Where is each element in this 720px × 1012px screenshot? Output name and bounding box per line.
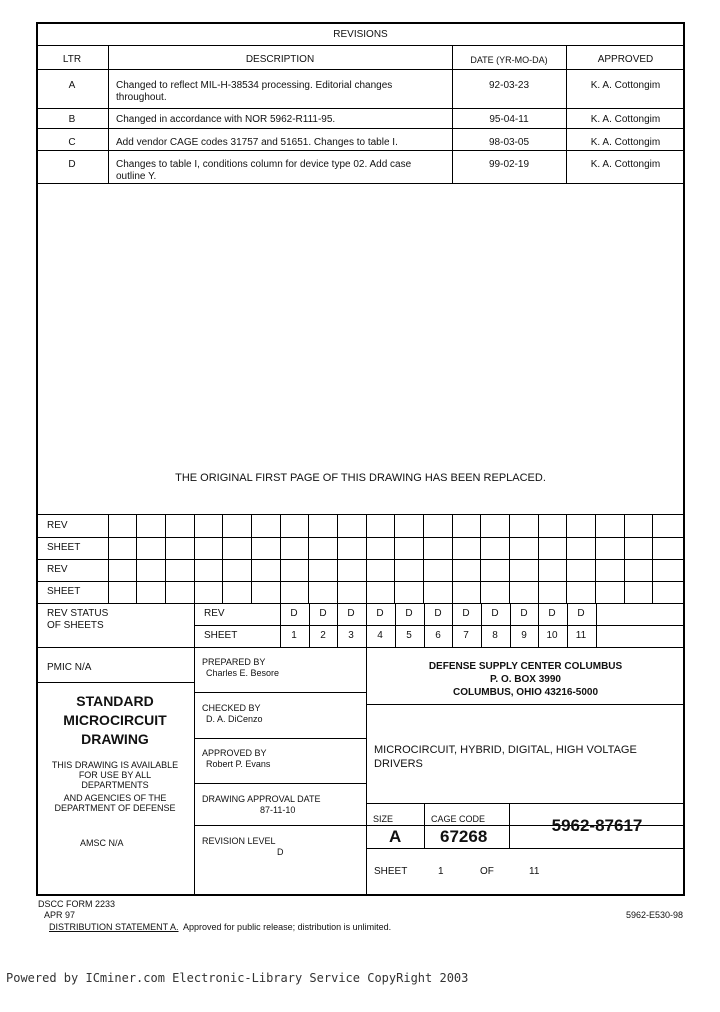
form-date: APR 97 bbox=[44, 910, 76, 920]
col-header-ltr: LTR bbox=[62, 54, 82, 65]
rev-status-cell: D bbox=[347, 608, 355, 619]
rev-row-description-cont: throughout. bbox=[116, 92, 167, 103]
grid-line bbox=[366, 514, 367, 603]
sheet-number-cell: 5 bbox=[406, 630, 412, 641]
rev-status-label: REV STATUS bbox=[47, 608, 109, 619]
rev-status-cell: D bbox=[491, 608, 499, 619]
grid-line bbox=[480, 514, 481, 603]
rev-status-cell: D bbox=[577, 608, 585, 619]
distribution-statement bbox=[49, 922, 391, 932]
sheet-total: 11 bbox=[529, 866, 540, 877]
grid-line bbox=[136, 514, 137, 603]
size-value: A bbox=[389, 827, 402, 846]
grid-line bbox=[595, 514, 596, 603]
approved-by-label: APPROVED BY bbox=[202, 748, 267, 758]
pmic-label: PMIC N/A bbox=[47, 662, 92, 673]
prepared-by-name: Charles E. Besore bbox=[206, 668, 280, 678]
rev-status-cell: D bbox=[319, 608, 327, 619]
availability-line: DEPARTMENTS bbox=[81, 780, 149, 790]
sheet-number-cell: 3 bbox=[348, 630, 354, 641]
revision-level-label: REVISION LEVEL bbox=[202, 836, 276, 846]
rev-status-cell: D bbox=[462, 608, 470, 619]
microcircuit-title: MICROCIRCUIT bbox=[63, 712, 167, 728]
sheet-number-cell: 11 bbox=[575, 630, 587, 641]
rev-row-approved: K. A. Cottongim bbox=[590, 114, 661, 125]
cage-code-label: CAGE CODE bbox=[431, 814, 486, 824]
rev-status-cell: D bbox=[520, 608, 528, 619]
rev-row-approved: K. A. Cottongim bbox=[590, 159, 661, 170]
rev-row-date: 95-04-11 bbox=[489, 114, 529, 125]
checked-by-label: CHECKED BY bbox=[202, 703, 261, 713]
availability-line: THIS DRAWING IS AVAILABLE bbox=[51, 760, 179, 770]
rev-status-cell: D bbox=[405, 608, 413, 619]
rev-row-description: Changed to reflect MIL-H-38534 processing. Editorial changes bbox=[116, 80, 393, 91]
rev-row-ltr: B bbox=[68, 114, 76, 125]
rev-row-description: Add vendor CAGE codes 31757 and 51651. Changes to table I. bbox=[116, 137, 398, 148]
grid-line bbox=[251, 514, 252, 603]
form-number: DSCC FORM 2233 bbox=[38, 899, 116, 909]
sheet-number-cell: 2 bbox=[320, 630, 326, 641]
grid-line bbox=[566, 514, 567, 603]
rev-status-cell: D bbox=[376, 608, 384, 619]
revisions-title: REVISIONS bbox=[333, 29, 388, 40]
checked-by-name: D. A. DiCenzo bbox=[206, 714, 263, 724]
approval-date-label: DRAWING APPROVAL DATE bbox=[202, 794, 321, 804]
col-header-approved: APPROVED bbox=[597, 54, 654, 65]
sheet-label: SHEET bbox=[374, 866, 408, 877]
grid-sheet-label: SHEET bbox=[47, 542, 81, 553]
agency-pobox: P. O. BOX 3990 bbox=[490, 674, 561, 685]
approved-by-name: Robert P. Evans bbox=[206, 759, 271, 769]
of-sheets-label: OF SHEETS bbox=[47, 620, 104, 631]
distribution-label: DISTRIBUTION STATEMENT A. bbox=[49, 922, 179, 932]
standard-title: STANDARD bbox=[76, 693, 154, 709]
grid-line bbox=[165, 514, 166, 603]
rev-status-cell: D bbox=[290, 608, 298, 619]
drawing-number: 5962-87617 bbox=[551, 816, 643, 835]
rev-status-cell: D bbox=[548, 608, 556, 619]
drawing-title: DRAWING bbox=[81, 731, 149, 747]
sheet-number-cell: 1 bbox=[291, 630, 297, 641]
grid-sheet-label: SHEET bbox=[47, 586, 81, 597]
powered-by-watermark: Powered by ICminer.com Electronic-Library Service CopyRight 2003 bbox=[6, 971, 469, 985]
grid-line bbox=[108, 514, 109, 603]
grid-line bbox=[222, 514, 223, 603]
sheet-number-cell: 10 bbox=[546, 630, 558, 641]
agency-city: COLUMBUS, OHIO 43216-5000 bbox=[452, 687, 599, 698]
rev-row-date: 92-03-23 bbox=[488, 80, 530, 91]
cage-code-value: 67268 bbox=[440, 827, 488, 846]
col-header-description: DESCRIPTION bbox=[245, 54, 315, 65]
col-header-date: DATE (YR-MO-DA) bbox=[470, 55, 548, 65]
sheet-number-cell: 4 bbox=[377, 630, 383, 641]
inner-sheet-label: SHEET bbox=[204, 630, 238, 641]
availability-line: DEPARTMENT OF DEFENSE bbox=[54, 803, 176, 813]
rev-row-date: 99-02-19 bbox=[488, 159, 530, 170]
replacement-notice: THE ORIGINAL FIRST PAGE OF THIS DRAWING HAS BEEN REPLACED. bbox=[175, 472, 546, 484]
rev-row-description: Changes to table I, conditions column for device type 02. Add case bbox=[116, 159, 412, 170]
drawing-description: MICROCIRCUIT, HYBRID, DIGITAL, HIGH VOLTAGE bbox=[374, 744, 637, 756]
size-label: SIZE bbox=[373, 814, 394, 824]
approval-date: 87-11-10 bbox=[260, 805, 296, 815]
rev-row-ltr: A bbox=[68, 80, 76, 91]
prepared-by-label: PREPARED BY bbox=[202, 657, 266, 667]
grid-line bbox=[308, 514, 309, 603]
grid-rev-label: REV bbox=[47, 564, 68, 575]
availability-line: AND AGENCIES OF THE bbox=[63, 793, 167, 803]
sheet-number-cell: 6 bbox=[435, 630, 441, 641]
drawing-description-cont: DRIVERS bbox=[374, 758, 423, 770]
grid-line bbox=[596, 603, 597, 647]
grid-line bbox=[624, 514, 625, 603]
sheet-number: 1 bbox=[438, 866, 444, 877]
rev-row-approved: K. A. Cottongim bbox=[590, 80, 661, 91]
grid-line bbox=[394, 514, 395, 603]
rev-row-description-cont: outline Y. bbox=[116, 171, 157, 182]
grid-line bbox=[337, 514, 338, 603]
sheet-number-cell: 9 bbox=[521, 630, 527, 641]
rev-row-date: 98-03-05 bbox=[488, 137, 530, 148]
sheet-number-cell: 7 bbox=[463, 630, 469, 641]
grid-rev-label: REV bbox=[47, 520, 68, 531]
grid-line bbox=[194, 514, 195, 603]
grid-line bbox=[280, 514, 281, 603]
amsc-label: AMSC N/A bbox=[80, 838, 124, 848]
grid-line bbox=[423, 514, 424, 603]
rev-row-ltr: D bbox=[68, 159, 76, 170]
of-label: OF bbox=[480, 866, 494, 877]
availability-line: FOR USE BY ALL bbox=[78, 770, 152, 780]
rev-row-approved: K. A. Cottongim bbox=[590, 137, 661, 148]
inner-rev-label: REV bbox=[204, 608, 225, 619]
distribution-text: Approved for public release; distribution is unlimited. bbox=[183, 922, 392, 932]
rev-row-description: Changed in accordance with NOR 5962-R111-95. bbox=[116, 114, 336, 125]
form-code: 5962-E530-98 bbox=[626, 910, 684, 920]
rev-status-cell: D bbox=[434, 608, 442, 619]
rev-row-ltr: C bbox=[68, 137, 76, 148]
grid-line bbox=[652, 514, 653, 603]
grid-line bbox=[452, 514, 453, 603]
grid-line bbox=[509, 514, 510, 603]
revision-level: D bbox=[277, 847, 284, 857]
sheet-number-cell: 8 bbox=[492, 630, 498, 641]
grid-line bbox=[538, 514, 539, 603]
agency-name: DEFENSE SUPPLY CENTER COLUMBUS bbox=[428, 661, 623, 672]
